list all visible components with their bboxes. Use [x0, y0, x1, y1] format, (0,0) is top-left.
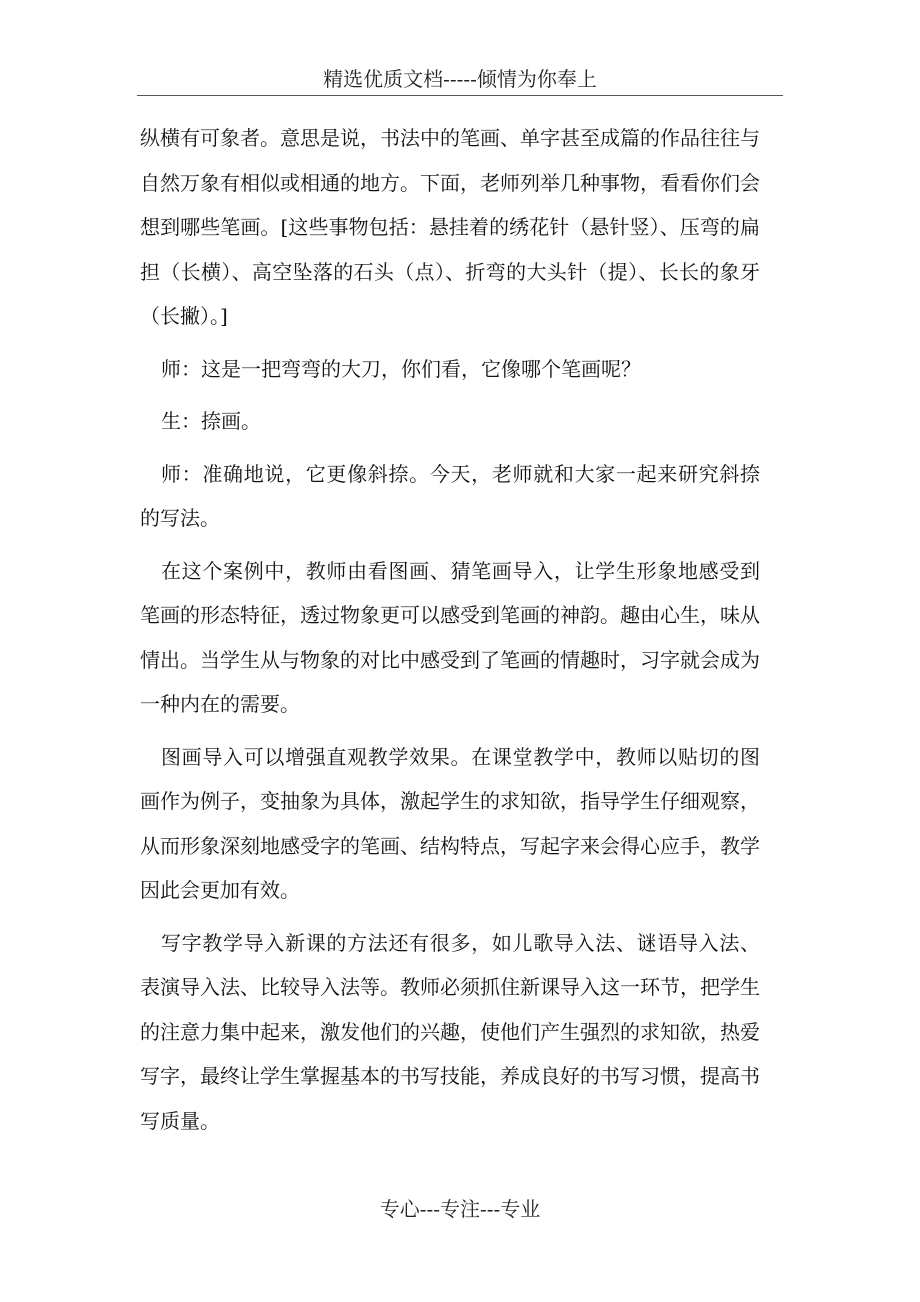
paragraph-continuation: 纵横有可象者。意思是说，书法中的笔画、单字甚至成篇的作品往往与自然万象有相似或相通的地方。下面，老师列举几种事物，看看你们会想到哪些笔画。[这些事物包括：悬挂着的绣花针（悬针竖）、压弯的扁担（长横）、高空坠落的石头（点）、折弯的大头针（提）、长长的象牙（长撇）。]: [140, 126, 760, 328]
paragraph-teacher-explanation: 师：准确地说，它更像斜捺。今天，老师就和大家一起来研究斜捺的写法。: [140, 461, 760, 530]
document-body: [140, 116, 760, 1151]
paragraph-other-methods: 写字教学导入新课的方法还有很多，如儿歌导入法、谜语导入法、表演导入法、比较导入法等。教师必须抓住新课导入这一环节，把学生的注意力集中起来，激发他们的兴趣，使他们产生强烈的求知欲，热爱写字，最终让学生掌握基本的书写技能，养成良好的书写习惯，提高书写质量。: [140, 930, 760, 1133]
header-divider: [137, 95, 783, 96]
paragraph-teacher-question: 师：这是一把弯弯的大刀，你们看，它像哪个笔画呢？: [161, 356, 641, 381]
paragraph-student-answer: 生：捺画。: [161, 409, 261, 433]
page-header: 精选优质文档-----倾情为你奉上: [323, 67, 597, 91]
page-footer: 专心---专注---专业: [379, 1197, 541, 1221]
paragraph-case-analysis: 在这个案例中，教师由看图画、猜笔画导入，让学生形象地感受到笔画的形态特征，透过物象更可以感受到笔画的神韵。趣由心生，味从情出。当学生从与物象的对比中感受到了笔画的情趣时，习字就会成为一种内在的需要。: [140, 558, 760, 716]
paragraph-picture-introduction: 图画导入可以增强直观教学效果。在课堂教学中，教师以贴切的图画作为例子，变抽象为具体，激起学生的求知欲，指导学生仔细观察，从而形象深刻地感受字的笔画、结构特点，写起字来会得心应手，教学因此会更加有效。: [140, 744, 760, 902]
